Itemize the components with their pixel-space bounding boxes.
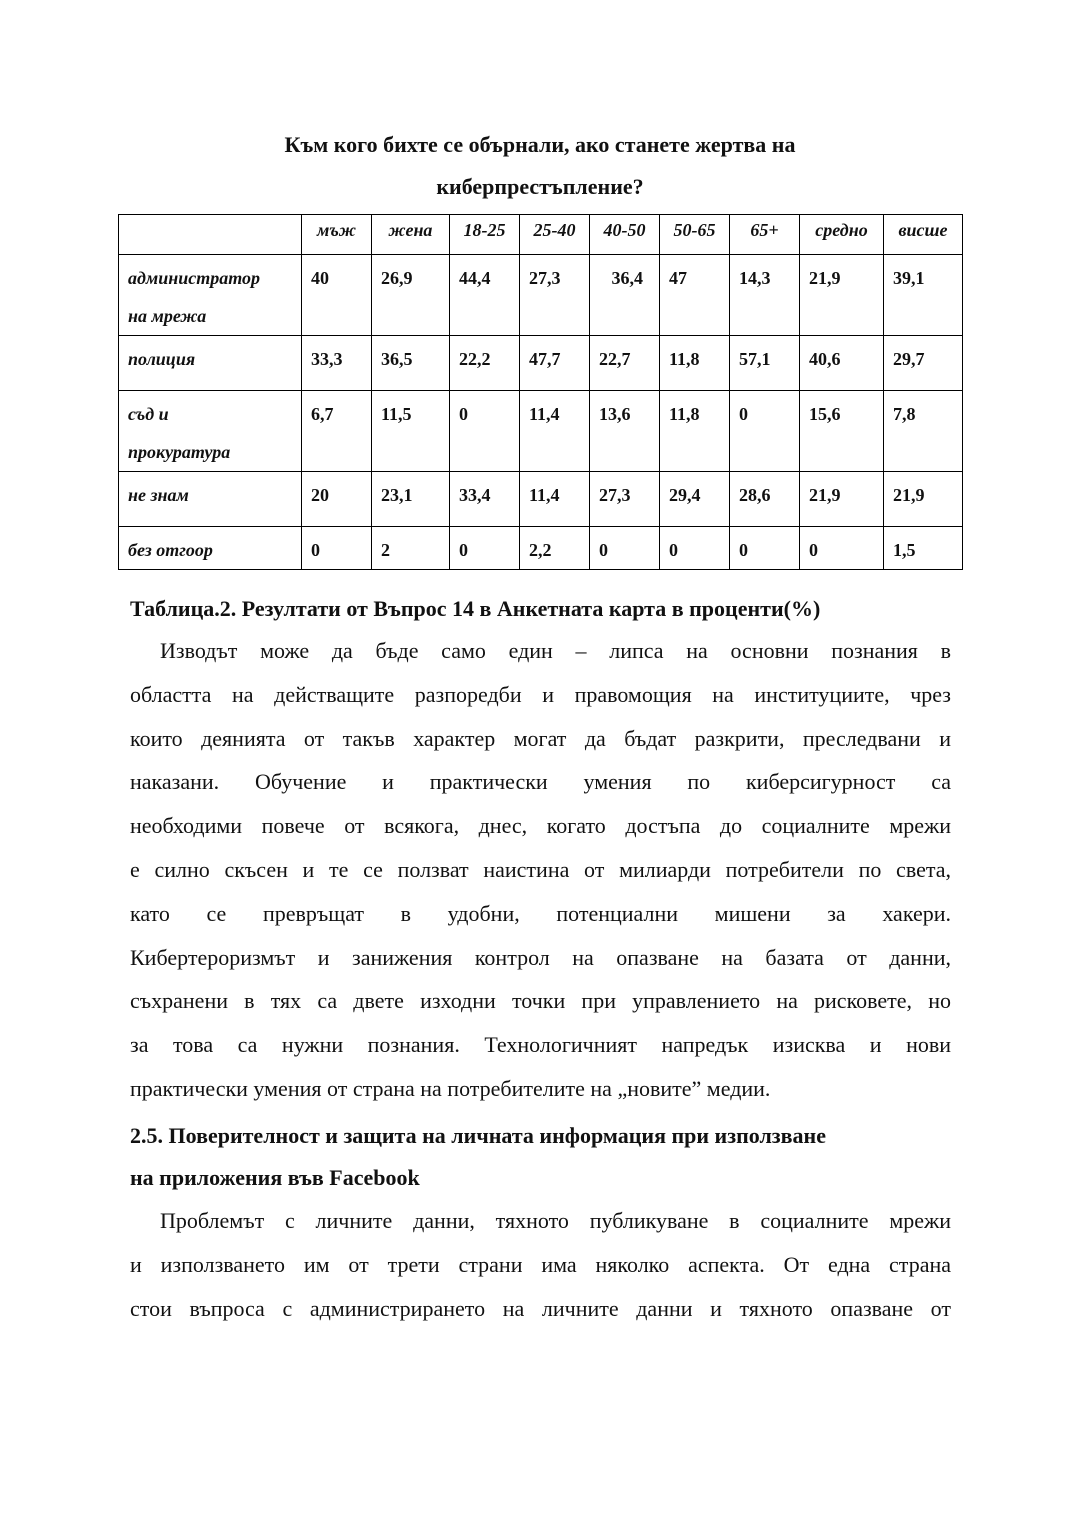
row-label-line: на мрежа xyxy=(128,306,207,326)
text-line: практически умения от страна на потребителите на „новите” медии. xyxy=(130,1075,771,1101)
table-cell: 6,7 xyxy=(302,391,372,472)
table-header-row xyxy=(119,215,963,255)
header-cell: 50-65 xyxy=(660,215,730,255)
table-row xyxy=(119,336,963,391)
text-line: за това са нужни познания. Технологичният напредък изисква и нови xyxy=(130,1032,951,1058)
table-row xyxy=(119,255,963,336)
header-cell: 65+ xyxy=(730,215,800,255)
table-cell: 36,5 xyxy=(372,336,450,391)
table-cell: 39,1 xyxy=(884,255,963,336)
table-cell: 1,5 xyxy=(884,527,963,570)
table-row xyxy=(119,391,963,472)
text-line: Изводът може да бъде само един – липса на основни познания в xyxy=(160,638,951,663)
table-cell: 26,9 xyxy=(372,255,450,336)
body-paragraph-1 xyxy=(130,629,951,1111)
table-cell: 29,4 xyxy=(660,472,730,527)
table-row xyxy=(119,527,963,570)
table-cell: 11,8 xyxy=(660,391,730,472)
table-title-line-1: Към кого бихте се обърнали, ако станете жертва на xyxy=(284,132,796,157)
header-cell: 40-50 xyxy=(590,215,660,255)
table-cell: 2,2 xyxy=(520,527,590,570)
table-cell: 2 xyxy=(372,527,450,570)
table-cell: 57,1 xyxy=(730,336,800,391)
table-title-line-2: киберпрестъпление? xyxy=(436,174,644,199)
table-row xyxy=(119,472,963,527)
text-line: Проблемът с личните данни, тяхното публикуване в социалните мрежи xyxy=(160,1208,951,1233)
heading-line: 2.5. Поверителност и защита на личната информация при използване xyxy=(130,1123,826,1148)
table-cell: 20 xyxy=(302,472,372,527)
row-label xyxy=(119,255,302,336)
header-cell: мъж xyxy=(302,215,372,255)
row-label-line: администратор xyxy=(128,268,261,288)
table-cell: 0 xyxy=(800,527,884,570)
header-cell: жена xyxy=(372,215,450,255)
section-heading xyxy=(130,1115,951,1199)
table-cell: 23,1 xyxy=(372,472,450,527)
table-cell: 21,9 xyxy=(800,472,884,527)
table-cell: 22,7 xyxy=(590,336,660,391)
table-cell: 0 xyxy=(450,527,520,570)
header-cell: 25-40 xyxy=(520,215,590,255)
table-cell: 0 xyxy=(730,391,800,472)
table-cell: 0 xyxy=(302,527,372,570)
text-line: Кибертероризмът и занижения контрол на опазване на базата от данни, xyxy=(130,944,951,970)
row-label xyxy=(119,391,302,472)
table-cell: 36,4 xyxy=(590,255,660,336)
header-cell: средно xyxy=(800,215,884,255)
table-cell: 33,4 xyxy=(450,472,520,527)
text-line: областта на действащите разпоредби и правомощия на институциите, чрез xyxy=(130,681,951,707)
text-line: които деянията от такъв характер могат да бъдат разкрити, преследвани и xyxy=(130,725,951,751)
text-line: необходими повече от всякога, днес, когато достъпа до социалните мрежи xyxy=(130,813,951,839)
table-cell: 11,5 xyxy=(372,391,450,472)
text-line: като се превръщат в удобни, потенциални мишени за хакери. xyxy=(130,900,951,926)
body-paragraph-2 xyxy=(130,1199,951,1330)
table-cell: 11,4 xyxy=(520,391,590,472)
table-cell: 40 xyxy=(302,255,372,336)
text-line: съхранени в тях са двете изходни точки при управлението на рисковете, но xyxy=(130,988,951,1014)
table-cell: 47 xyxy=(660,255,730,336)
table-cell: 21,9 xyxy=(800,255,884,336)
header-cell: 18-25 xyxy=(450,215,520,255)
table-cell: 0 xyxy=(660,527,730,570)
heading-line: на приложения във Facebook xyxy=(130,1165,420,1190)
table-cell: 33,3 xyxy=(302,336,372,391)
row-label: без отгоор xyxy=(119,527,302,570)
table-cell: 0 xyxy=(730,527,800,570)
text-line: е силно скъсен и те се ползват наистина от милиарди потребители по света, xyxy=(130,856,951,882)
table-cell: 28,6 xyxy=(730,472,800,527)
table-cell: 44,4 xyxy=(450,255,520,336)
text-line: стои въпроса с администрирането на личните данни и тяхното опазване от xyxy=(130,1295,951,1321)
table-cell: 14,3 xyxy=(730,255,800,336)
table-cell: 47,7 xyxy=(520,336,590,391)
row-label-line: съд и xyxy=(128,404,169,424)
table-cell: 27,3 xyxy=(590,472,660,527)
table-cell: 0 xyxy=(450,391,520,472)
text-line: наказани. Обучение и практически умения по киберсигурност са xyxy=(130,769,951,795)
table-cell: 0 xyxy=(590,527,660,570)
header-cell: висше xyxy=(884,215,963,255)
table-cell: 21,9 xyxy=(884,472,963,527)
row-label: не знам xyxy=(119,472,302,527)
table-cell: 7,8 xyxy=(884,391,963,472)
table-cell: 15,6 xyxy=(800,391,884,472)
table-cell: 22,2 xyxy=(450,336,520,391)
table-cell: 11,8 xyxy=(660,336,730,391)
table-cell: 29,7 xyxy=(884,336,963,391)
header-cell xyxy=(119,215,302,255)
table-cell: 13,6 xyxy=(590,391,660,472)
table-cell: 11,4 xyxy=(520,472,590,527)
row-label-line: прокуратура xyxy=(128,442,231,462)
text-line: и използването им от трети страни има няколко аспекта. От една страна xyxy=(130,1251,951,1277)
table-cell: 27,3 xyxy=(520,255,590,336)
table-caption: Таблица.2. Резултати от Въпрос 14 в Анкетната карта в проценти(%) xyxy=(130,596,821,621)
survey-results-table xyxy=(118,214,963,570)
table-cell: 40,6 xyxy=(800,336,884,391)
row-label: полиция xyxy=(119,336,302,391)
